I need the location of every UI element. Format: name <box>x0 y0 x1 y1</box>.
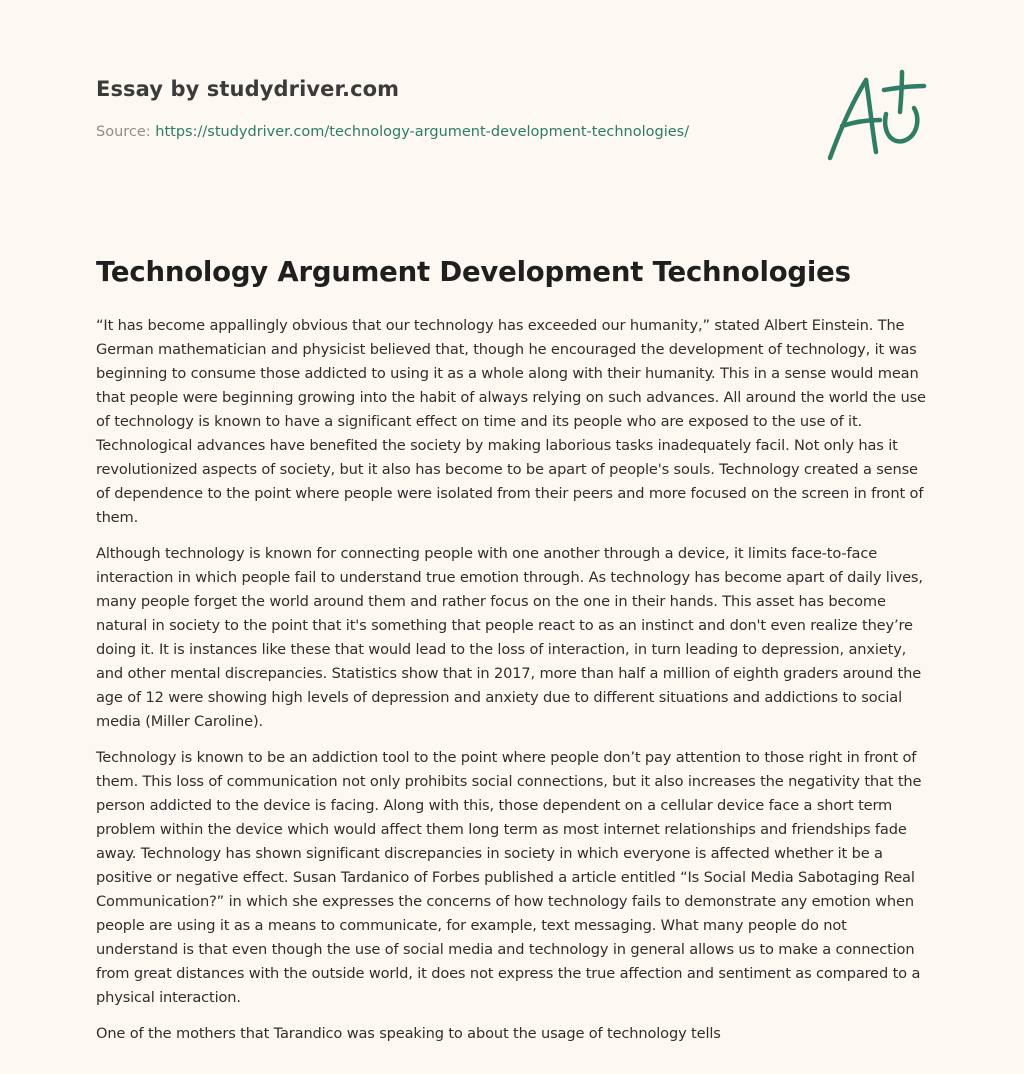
essay-title: Technology Argument Development Technologies <box>96 256 851 288</box>
essay-paragraph: Although technology is known for connecting people with one another through a device, it limits face-to-face interaction in which people fail to understand true emotion through. As technology has become apart of daily lives, many people forget the world around them and rather focus on the one in their hands. This asset has become natural in society to the point that it's something that people react to as an instinct and don't even realize they’re doing it. It is instances like these that would lead to the loss of interaction, in turn leading to depression, anxiety, and other mental discrepancies. Statistics show that in 2017, more than half a million of eighth graders around the age of 12 were showing high levels of depression and anxiety due to different situations and addictions to social media (Miller Caroline). <box>96 545 923 730</box>
essay-paragraph: One of the mothers that Tarandico was speaking to about the usage of technology tells <box>96 1025 721 1042</box>
a-plus-logo <box>820 66 930 166</box>
essay-paragraph: Technology is known to be an addiction tool to the point where people don’t pay attention to those right in front of them. This loss of communication not only prohibits social connections, but it also increases the negativity that the person addicted to the device is facing. Along with this, those dependent on a cellular device face a short term problem within the device which would affect them long term as most internet relationships and friendships fade away. Technology has shown significant discrepancies in society in which everyone is affected whether it be a positive or negative effect. Susan Tardanico of Forbes published a article entitled “Is Social Media Sabotaging Real Communication?” in which she expresses the concerns of how technology fails to demonstrate any emotion when people are using it as a means to communicate, for example, text messaging. What many people do not understand is that even though the use of social media and technology in general allows us to make a connection from great distances with the outside world, it does not express the true affection and sentiment as compared to a physical interaction. <box>96 749 922 1006</box>
a-plus-logo-icon <box>820 66 930 166</box>
essay-paragraph: “It has become appallingly obvious that our technology has exceeded our humanity,” stated Albert Einstein. The German mathematician and physicist believed that, though he encouraged the development of technology, it was beginning to consume those addicted to using it as a whole along with their humanity. This in a sense would mean that people were beginning growing into the habit of always relying on such advances. All around the world the use of technology is known to have a significant effect on time and its people who are exposed to the use of it. Technological advances have benefited the society by making laborious tasks inadequately facil. Not only has it revolutionized aspects of society, but it also has become to be apart of people's souls. Technology created a sense of dependence to the point where people were isolated from their peers and more focused on the screen in front of them. <box>96 317 926 526</box>
source-link[interactable]: https://studydriver.com/technology-argument-development-technologies/ <box>155 124 690 140</box>
essay-body <box>96 314 932 1058</box>
site-title: Essay by studydriver.com <box>96 77 400 101</box>
source-line <box>96 124 689 140</box>
source-label: Source: <box>96 124 151 140</box>
